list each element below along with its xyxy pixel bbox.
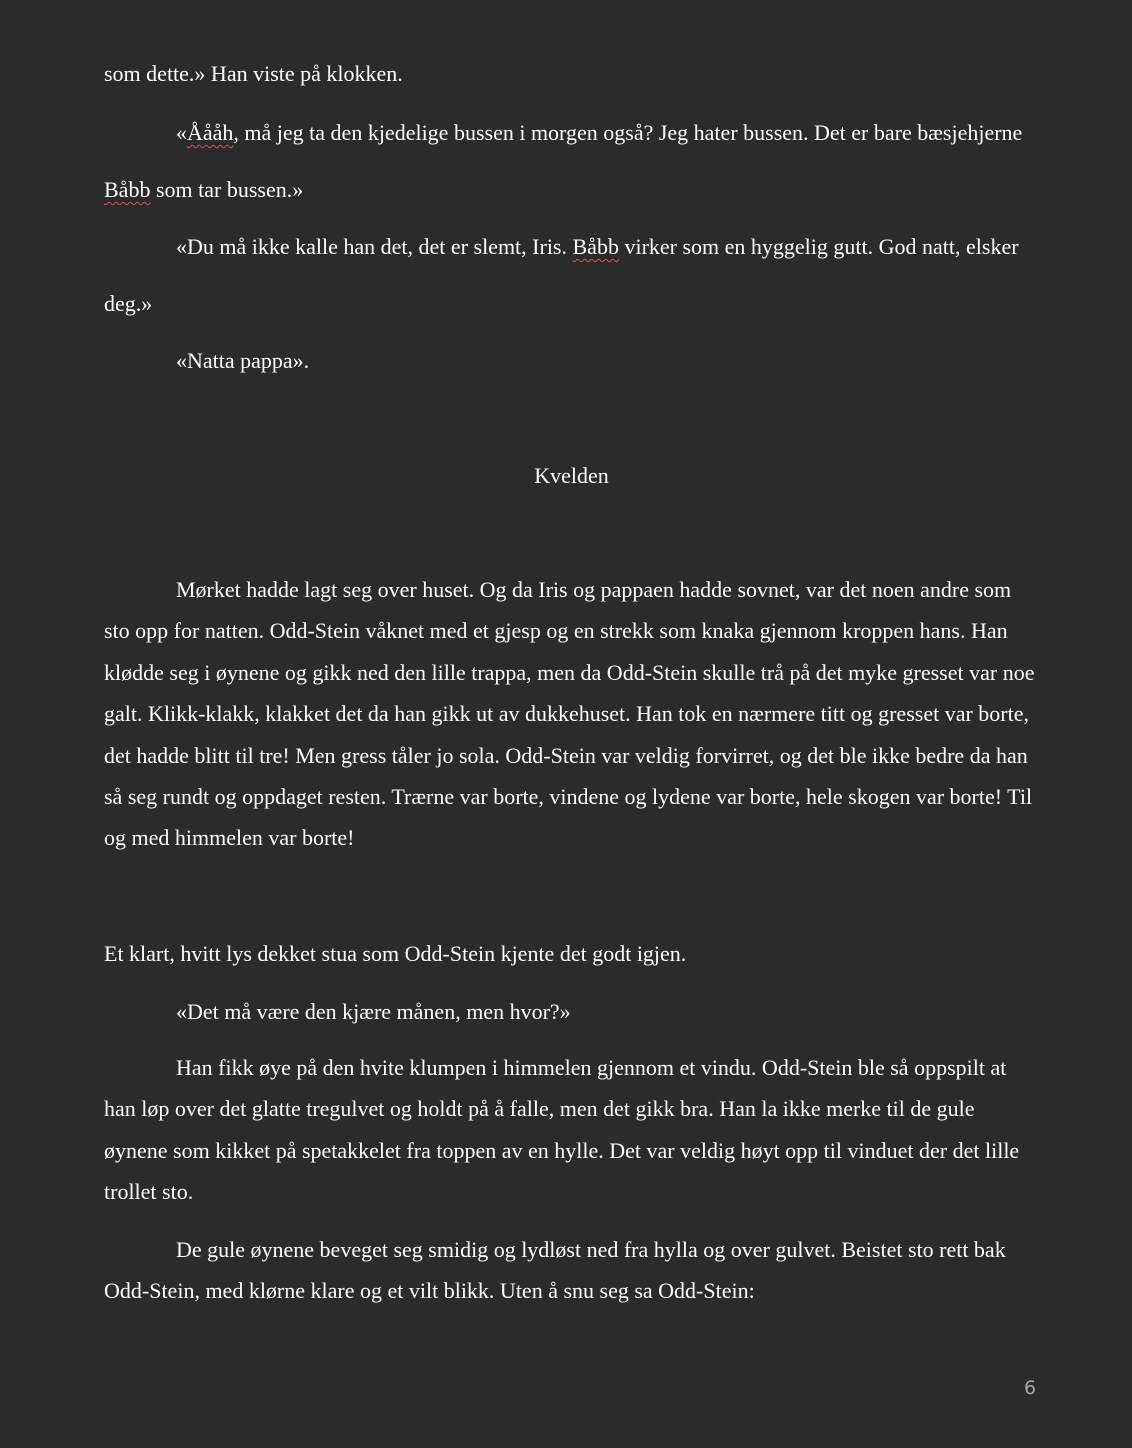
paragraph-2-part-b: , må jeg ta den kjedelige bussen i morgen også? Jeg hater bussen. Det er bare bæsjehjerne	[233, 120, 1023, 145]
paragraph-6: Et klart, hvitt lys dekket stua som Odd-Stein kjente det godt igjen.	[104, 941, 687, 966]
section-heading: Kvelden	[534, 463, 609, 488]
paragraph-9: De gule øynene beveget seg smidig og lydløst ned fra hylla og over gulvet. Beistet sto rett bak Odd-Stein, med klørne klare og et vilt blikk. Uten å snu seg sa Odd-Stein:	[104, 1237, 1006, 1304]
paragraph-2-part-c: som tar bussen.»	[150, 177, 304, 202]
paragraph-1: som dette.» Han viste på klokken.	[104, 61, 403, 86]
paragraph-3-part-b: virker som en hyggelig gutt. God natt, elsker deg.»	[104, 234, 1019, 316]
paragraph-2	[104, 104, 1039, 218]
paragraph-4: «Natta pappa».	[176, 348, 310, 373]
spellcheck-word[interactable]: Båbb	[104, 177, 151, 202]
spellcheck-word[interactable]: Åååh	[187, 120, 234, 145]
spellcheck-word[interactable]: Båbb	[572, 234, 619, 259]
paragraph-2-part-a: «	[176, 120, 187, 145]
paragraph-5: Mørket hadde lagt seg over huset. Og da Iris og pappaen hadde sovnet, var det noen andre som sto opp for natten. Odd-Stein våknet med et gjesp og en strekk som knaka gjennom kroppen hans. Han klødde seg i øynene og gikk ned den lille trappa, men da Odd-Stein skulle trå på det myke gresset var noe galt. Klikk-klakk, klakket det da han gikk ut av dukkehuset. Han tok en nærmere titt og gresset var borte, det hadde blitt til tre! Men gress tåler jo sola. Odd-Stein var veldig forvirret, og det ble ikke bedre da han så seg rundt og oppdaget resten. Trærne var borte, vindene og lydene var borte, hele skogen var borte! Til og med himmelen var borte!	[104, 577, 1035, 851]
paragraph-7: «Det må være den kjære månen, men hvor?»	[176, 999, 571, 1024]
page-number: 6	[1024, 1377, 1037, 1399]
paragraph-8: Han fikk øye på den hvite klumpen i himmelen gjennom et vindu. Odd-Stein ble så oppspilt at han løp over det glatte tregulvet og holdt på å falle, men det gikk bra. Han la ikke merke til de gule øynene som kikket på spetakkelet fra toppen av en hylle. Det var veldig høyt opp til vinduet der det lille trollet sto.	[104, 1055, 1020, 1205]
paragraph-3-part-a: «Du må ikke kalle han det, det er slemt, Iris.	[176, 234, 573, 259]
paragraph-3	[104, 218, 1039, 332]
